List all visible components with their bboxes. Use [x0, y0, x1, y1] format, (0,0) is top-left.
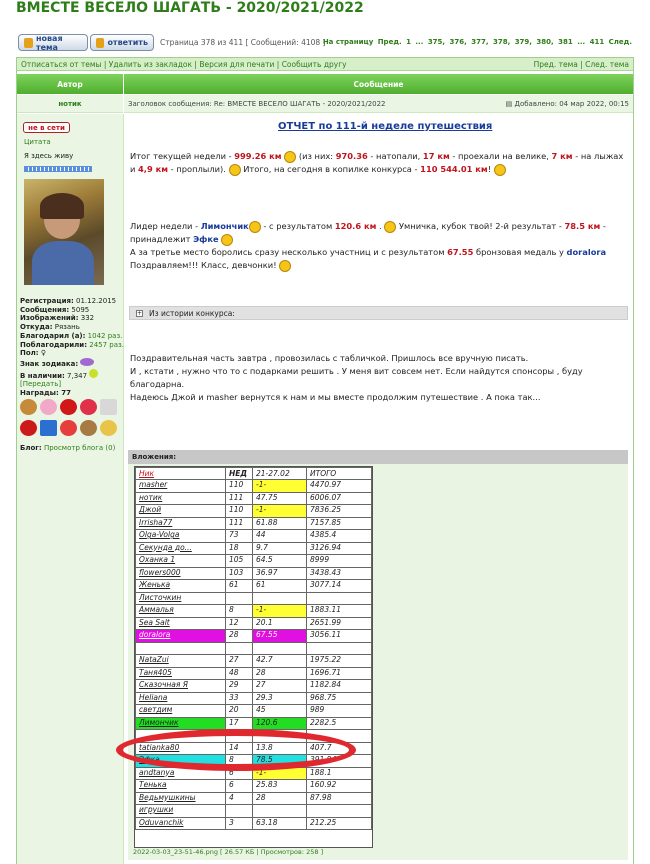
cell-nick: Heliana — [136, 692, 226, 705]
table-row — [136, 730, 372, 743]
table-row — [136, 480, 372, 493]
cell-total — [307, 730, 372, 743]
crown-award-icon — [100, 420, 117, 436]
cell-total: 407.7 — [307, 742, 372, 755]
smile-icon — [249, 221, 261, 233]
cell-total: 2282.5 — [307, 717, 372, 730]
avatar-jacket — [32, 241, 94, 285]
table-row — [136, 580, 372, 593]
leader-result: 120.6 км — [334, 221, 377, 231]
cell-total: 2651.99 — [307, 617, 372, 630]
cell-nick — [136, 642, 226, 655]
text: Надеюсь Джой и masher вернутся к нам и мы вместе продолжим путешествие . А пока так... — [130, 392, 541, 402]
roses-award-icon — [80, 399, 97, 415]
text: А за третье место боролись сразу несколько участниц и с результатом — [130, 247, 448, 257]
post-subject: Заголовок сообщения: Re: ВМЕСТЕ ВЕСЕЛО ШАГАТЬ - 2020/2021/2022 — [128, 99, 386, 108]
cell-week — [226, 730, 253, 743]
table-row — [136, 792, 372, 805]
profile-stats — [20, 297, 124, 398]
table-row — [136, 505, 372, 518]
cell-weekly-km: -1- — [253, 767, 307, 780]
text: . — [376, 221, 385, 231]
page-link[interactable]: 379, — [514, 38, 532, 46]
badge-award-icon — [40, 420, 57, 436]
spoiler-label: Из истории конкурса: — [149, 308, 235, 318]
table-row — [136, 567, 372, 580]
cell-week: 6 — [226, 780, 253, 793]
avatar-hair — [40, 193, 84, 219]
table-row — [136, 667, 372, 680]
cell-weekly-km — [253, 805, 307, 818]
rose-award-icon — [60, 399, 77, 415]
page-link[interactable]: 377, — [471, 38, 489, 46]
page-link[interactable]: 375, — [427, 38, 446, 46]
cell-weekly-km: 36.97 — [253, 567, 307, 580]
cell-total — [307, 592, 372, 605]
cell-weekly-km — [253, 730, 307, 743]
cell-nick: Irrisha77 — [136, 517, 226, 530]
cell-weekly-km: 28 — [253, 792, 307, 805]
transfer-link[interactable]: [Передать] — [20, 380, 62, 389]
cell-week: 12 — [226, 617, 253, 630]
cell-total: 8999 — [307, 555, 372, 568]
cell-weekly-km: 13.8 — [253, 742, 307, 755]
cell-nick: NataZui — [136, 655, 226, 668]
cell-weekly-km: 25.83 — [253, 780, 307, 793]
coin-icon — [89, 369, 98, 378]
stat-label: Пол: — [20, 349, 39, 358]
cell-weekly-km: 9.7 — [253, 542, 307, 555]
cell-week: 48 — [226, 667, 253, 680]
cell-nick: Эфка — [136, 755, 226, 768]
table-row — [136, 767, 372, 780]
paragraph-notes — [130, 352, 628, 404]
stat-label: Изображений: — [20, 314, 79, 323]
cell-total: 1182.84 — [307, 680, 372, 693]
cell-total: 212.25 — [307, 817, 372, 830]
gender-icon: ♀ — [40, 349, 46, 358]
cell-nick: tatianka80 — [136, 742, 226, 755]
table-row — [136, 742, 372, 755]
awards-label: Награды: 77 — [20, 389, 71, 398]
stat-value: 01.12.2015 — [76, 297, 117, 305]
pagination-next[interactable]: След. — [608, 38, 632, 46]
new-topic-icon — [24, 38, 33, 48]
second-result: 78.5 км — [564, 221, 601, 231]
cell-total: 7157.85 — [307, 517, 372, 530]
balloons-award-icon — [40, 399, 57, 415]
quote-link[interactable]: Цитата — [24, 138, 51, 146]
stat-label: В наличии: — [20, 371, 65, 380]
post-meta — [124, 95, 633, 113]
cell-total: 3077.14 — [307, 580, 372, 593]
text: - на лыжах и — [130, 151, 624, 174]
ski-km: 7 км — [551, 151, 573, 161]
page-number: Страница 378 из 411 — [160, 38, 244, 47]
cell-week: 105 — [226, 555, 253, 568]
page-link[interactable]: 380, — [536, 38, 554, 46]
page-current: 378, — [492, 38, 511, 46]
table-row — [136, 630, 372, 643]
text: - натопали, — [367, 151, 423, 161]
stat-label: Регистрация: — [20, 297, 74, 305]
cell-week: 111 — [226, 517, 253, 530]
cell-total: 1975.22 — [307, 655, 372, 668]
cell-week: 8 — [226, 755, 253, 768]
text: Лидер недели - — [130, 221, 201, 231]
cell-week: 8 — [226, 605, 253, 618]
table-header: НЕД — [226, 468, 253, 480]
wink-icon — [229, 164, 241, 176]
cell-weekly-km: 78.5 — [253, 755, 307, 768]
cell-nick: Тенька — [136, 780, 226, 793]
stat-value: Рязань — [54, 323, 80, 332]
cell-total: 989 — [307, 705, 372, 718]
cell-week: 73 — [226, 530, 253, 543]
table-row — [136, 692, 372, 705]
table-header: ИТОГО — [307, 468, 372, 480]
cell-nick: Лимончик — [136, 717, 226, 730]
text: - принадлежит — [130, 221, 606, 244]
table-row — [136, 705, 372, 718]
text: - проехали на велике, — [449, 151, 552, 161]
cell-week: 6 — [226, 767, 253, 780]
status-badge: не в сети — [23, 122, 70, 133]
cell-week: 28 — [226, 630, 253, 643]
stat-label: Знак зодиака: — [20, 359, 79, 368]
page-ellipsis: ... — [577, 38, 586, 46]
second-name[interactable]: Эфке — [193, 234, 219, 244]
table-header: 21-27.02 — [253, 468, 307, 480]
cell-week: 33 — [226, 692, 253, 705]
gift-award-icon — [100, 399, 117, 415]
post-heading: ОТЧЕТ по 111-й неделе путешествия — [278, 121, 493, 132]
post-added: ▤ Добавлено: 04 мар 2022, 00:15 — [505, 99, 629, 108]
stat-value[interactable]: 1042 раз. — [87, 331, 123, 340]
pagination-label: На страницу — [322, 38, 374, 46]
text: И , кстати , нужно что то с подарками решить . У меня вит совсем нет. Если найдутся спонсоры , буду благодарна. — [130, 366, 583, 389]
cell-nick: Листочкин — [136, 592, 226, 605]
reply-button[interactable] — [90, 34, 154, 51]
page-ellipsis: ... — [415, 38, 424, 46]
cell-weekly-km: 20.1 — [253, 617, 307, 630]
flowers-award-icon — [60, 420, 77, 436]
smile-icon — [279, 260, 291, 272]
cell-week: 61 — [226, 580, 253, 593]
topic-actions-links[interactable]: Отписаться от темы | Удалить из закладок | Версия для печати | Сообщить другу — [21, 59, 347, 69]
table-row — [136, 655, 372, 668]
week-total: 999.26 км — [234, 151, 282, 161]
text: Умничка, кубок твой! 2-й результат - — [396, 221, 565, 231]
paragraph-summary — [130, 150, 628, 176]
stat-label: Откуда: — [20, 323, 53, 332]
third-name[interactable]: doralora — [566, 247, 607, 257]
table-body — [136, 480, 372, 830]
cell-nick: Аммалья — [136, 605, 226, 618]
walk-km: 970.36 — [335, 151, 368, 161]
smile-icon — [384, 221, 396, 233]
cell-total: 3126.94 — [307, 542, 372, 555]
topic-actions-bar — [17, 58, 633, 71]
table-row — [136, 780, 372, 793]
blog-link[interactable]: Просмотр блога (0) — [43, 444, 116, 452]
cell-weekly-km: 28 — [253, 667, 307, 680]
cell-total — [307, 642, 372, 655]
cell-week: 20 — [226, 705, 253, 718]
cell-total: 3056.11 — [307, 630, 372, 643]
paragraph-leaders — [130, 220, 628, 272]
cell-week: 17 — [226, 717, 253, 730]
cell-nick — [136, 730, 226, 743]
table-row — [136, 517, 372, 530]
reply-icon — [96, 38, 104, 48]
leader-name[interactable]: Лимончик — [200, 221, 249, 231]
stat-label: Поблагодарили: — [20, 340, 87, 349]
blog-label: Блог: — [20, 444, 42, 452]
page-link[interactable]: 381 — [558, 38, 573, 46]
smile-icon — [284, 151, 296, 163]
cell-total — [307, 805, 372, 818]
cell-weekly-km: 27 — [253, 680, 307, 693]
table-row — [136, 805, 372, 818]
cell-nick: Olga-Volga — [136, 530, 226, 543]
starfish-award-icon — [20, 399, 37, 415]
table-row — [136, 642, 372, 655]
page-link[interactable]: 376, — [449, 38, 467, 46]
page-info — [160, 38, 325, 47]
cell-nick: Oduvanchik — [136, 817, 226, 830]
cell-weekly-km: 29.3 — [253, 692, 307, 705]
cell-weekly-km: 120.6 — [253, 717, 307, 730]
topic-nav-links[interactable]: Пред. тема | След. тема — [533, 59, 629, 69]
cell-nick: Джой — [136, 505, 226, 518]
stat-value[interactable]: 2457 раз. — [89, 340, 124, 349]
text: Поздравительная часть завтра , провозилась с табличкой. Пришлось все вручную писать. — [130, 353, 529, 363]
text: Итого, на сегодня в копилке конкурса - — [240, 164, 421, 174]
cell-weekly-km: -1- — [253, 480, 307, 493]
cell-nick: Сказочная Я — [136, 680, 226, 693]
table-row — [136, 542, 372, 555]
cell-week: 18 — [226, 542, 253, 555]
cell-weekly-km: 45 — [253, 705, 307, 718]
cell-nick: Таня405 — [136, 667, 226, 680]
awards-grid — [20, 399, 120, 436]
table-row — [136, 530, 372, 543]
rank-bar — [24, 166, 92, 172]
cell-week: 3 — [226, 817, 253, 830]
cell-total: 391.94 — [307, 755, 372, 768]
spoiler-toggle[interactable] — [129, 306, 628, 320]
file-caption: 2022-03-03_23-51-46.png [ 26.57 КБ | Просмотров: 258 ] — [133, 848, 324, 856]
text: - проплыли). — [168, 164, 229, 174]
page-link[interactable]: 1 — [406, 38, 411, 46]
text: - с результатом — [260, 221, 335, 231]
cell-weekly-km: 63.18 — [253, 817, 307, 830]
cell-week: 103 — [226, 567, 253, 580]
cell-weekly-km: 42.7 — [253, 655, 307, 668]
text: Поздравляем!!! Класс, девчонки! — [130, 260, 277, 270]
stat-value: 7,347 — [67, 371, 88, 380]
cell-week: 14 — [226, 742, 253, 755]
cell-weekly-km: -1- — [253, 605, 307, 618]
post-author[interactable]: нотик — [17, 95, 123, 113]
text: бронзовая медаль у — [473, 247, 567, 257]
reply-label: ответить — [107, 38, 148, 47]
cell-nick: masher — [136, 480, 226, 493]
cell-total: 160.92 — [307, 780, 372, 793]
post-added-text: Добавлено: 04 мар 2022, 00:15 — [514, 99, 629, 108]
table-row — [136, 617, 372, 630]
cell-nick: игрушки — [136, 805, 226, 818]
text: (из них: — [298, 151, 336, 161]
cell-total: 968.75 — [307, 692, 372, 705]
cell-nick: Оханка 1 — [136, 555, 226, 568]
cell-week — [226, 592, 253, 605]
cell-total: 6006.07 — [307, 492, 372, 505]
cell-weekly-km — [253, 642, 307, 655]
blog-line — [20, 444, 115, 452]
cell-weekly-km: -1- — [253, 505, 307, 518]
cell-weekly-km: 47.75 — [253, 492, 307, 505]
cell-total: 3438.43 — [307, 567, 372, 580]
text: Итог текущей недели - — [130, 151, 235, 161]
stat-value: 332 — [80, 314, 95, 323]
cell-nick: andtanya — [136, 767, 226, 780]
table-row — [136, 492, 372, 505]
cell-nick: светдим — [136, 705, 226, 718]
cell-total: 87.98 — [307, 792, 372, 805]
cell-total: 1696.71 — [307, 667, 372, 680]
cell-total: 1883.11 — [307, 605, 372, 618]
cell-weekly-km: 64.5 — [253, 555, 307, 568]
cell-nick: нотик — [136, 492, 226, 505]
cell-total: 188.1 — [307, 767, 372, 780]
results-table — [135, 467, 372, 830]
cell-nick: Секунда до... — [136, 542, 226, 555]
cell-week: 29 — [226, 680, 253, 693]
new-topic-button[interactable] — [18, 34, 88, 51]
table-row — [136, 717, 372, 730]
cell-week: 110 — [226, 505, 253, 518]
stat-label: Сообщения: — [20, 305, 70, 314]
author-header: Автор — [17, 74, 123, 94]
cell-nick: Ведьмушкины — [136, 792, 226, 805]
cell-total: 4470.97 — [307, 480, 372, 493]
cell-week — [226, 805, 253, 818]
table-row — [136, 755, 372, 768]
cell-week: 110 — [226, 480, 253, 493]
cell-week — [226, 642, 253, 655]
user-status: Я здесь живу — [24, 152, 74, 160]
cell-total: 4385.4 — [307, 530, 372, 543]
teddy-award-icon — [80, 420, 97, 436]
cell-nick: Женька — [136, 580, 226, 593]
smile-icon — [221, 234, 233, 246]
cell-weekly-km: 61.88 — [253, 517, 307, 530]
message-header: Сообщение — [124, 74, 633, 94]
table-row — [136, 555, 372, 568]
cell-week: 111 — [226, 492, 253, 505]
table-row — [136, 817, 372, 830]
third-result: 67.55 — [447, 247, 474, 257]
expand-icon: + — [137, 309, 143, 317]
cell-weekly-km: 44 — [253, 530, 307, 543]
cell-nick: Sea Salt — [136, 617, 226, 630]
table-header: Ник — [136, 468, 226, 480]
new-topic-label: новая тема — [35, 33, 63, 52]
cool-smile-icon — [494, 164, 506, 176]
table-row — [136, 592, 372, 605]
zodiac-icon — [80, 358, 94, 366]
cell-total: 7836.25 — [307, 505, 372, 518]
cell-weekly-km: 61 — [253, 580, 307, 593]
cell-weekly-km — [253, 592, 307, 605]
cell-weekly-km: 67.55 — [253, 630, 307, 643]
table-row — [136, 680, 372, 693]
post-count: [ Сообщений: 4108 ] — [245, 38, 326, 47]
grand-total: 110 544.01 км — [420, 164, 488, 174]
pagination — [321, 38, 632, 46]
table-row — [136, 605, 372, 618]
cell-nick: doralora — [136, 630, 226, 643]
cell-week: 27 — [226, 655, 253, 668]
attachment-image[interactable] — [134, 466, 373, 848]
page-link[interactable]: 411 — [589, 38, 605, 46]
avatar — [24, 179, 104, 285]
cell-nick: flowers000 — [136, 567, 226, 580]
pagination-prev[interactable]: Пред. — [377, 38, 402, 46]
swim-km: 4,9 км — [138, 164, 169, 174]
stat-value: 5095 — [71, 305, 90, 314]
cell-week: 4 — [226, 792, 253, 805]
text: ! — [487, 164, 492, 174]
bike-km: 17 км — [422, 151, 450, 161]
thread-title: ВМЕСТЕ ВЕСЕЛО ШАГАТЬ - 2020/2021/2022 — [16, 0, 364, 16]
attachments-label: Вложения: — [128, 450, 628, 464]
stat-label: Благодарил (а): — [20, 331, 86, 340]
cherries-award-icon — [20, 420, 37, 436]
